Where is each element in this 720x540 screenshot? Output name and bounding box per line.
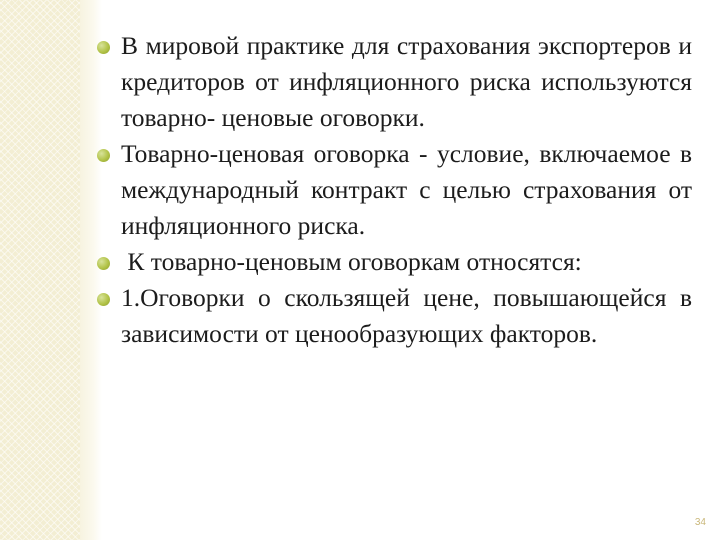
bullet-text-4: 1.Оговорки о скользящей цене, повышающейся в зависимости от ценообразующих факторов. <box>121 283 692 348</box>
bullet-icon <box>97 257 110 270</box>
bullet-item-4 <box>97 280 692 352</box>
bullet-icon <box>97 41 110 54</box>
page-number: 34 <box>694 517 706 528</box>
bullet-item-3 <box>97 244 692 280</box>
decorative-side-band <box>0 0 80 540</box>
bullet-text-2: Товарно-ценовая оговорка - условие, включаемое в международный контракт с целью страхования от инфляционного риска. <box>121 139 692 240</box>
bullet-text-1: В мировой практике для страхования экспортеров и кредиторов от инфляционного риска используются товарно- ценовые оговорки. <box>121 31 692 132</box>
bullet-item-1 <box>97 28 692 136</box>
bullet-text-3: К товарно-ценовым оговоркам относятся: <box>121 247 582 276</box>
bullet-list <box>97 28 692 352</box>
bullet-icon <box>97 293 110 306</box>
bullet-item-2 <box>97 136 692 244</box>
bullet-icon <box>97 149 110 162</box>
